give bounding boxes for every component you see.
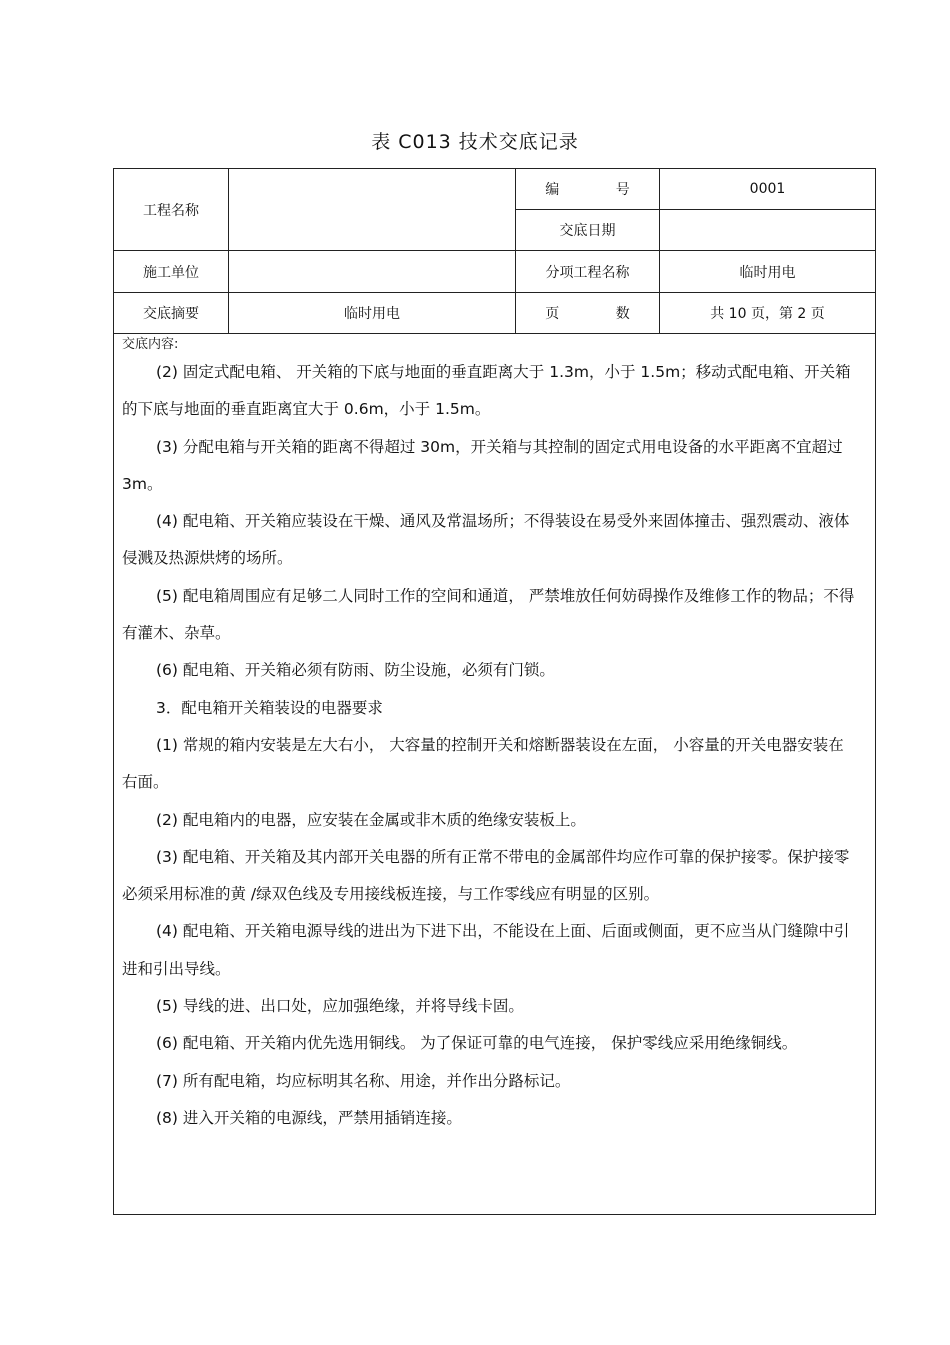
content-paragraph: (6) 配电箱、开关箱必须有防雨、防尘设施，必须有门锁。 — [156, 661, 555, 680]
summary-label: 交底摘要 — [114, 293, 229, 334]
project-name-value — [229, 169, 516, 251]
content-heading: 交底内容: — [122, 337, 179, 352]
content-paragraph: (4) 配电箱、开关箱应装设在干燥、通风及常温场所；不得装设在易受外来固体撞击、强烈震动、液体侵溅及热源烘烤的场所。 — [122, 512, 850, 568]
content-paragraph: (6) 配电箱、开关箱内优先选用铜线。 为了保证可靠的电气连接， 保护零线应采用绝缘铜线。 — [156, 1034, 798, 1053]
pages-label: 页 数 — [516, 293, 660, 334]
briefing-content — [114, 334, 876, 1215]
content-paragraph: (2) 配电箱内的电器，应安装在金属或非木质的绝缘安装板上。 — [156, 810, 586, 829]
content-paragraph: (8) 进入开关箱的电源线，严禁用插销连接。 — [156, 1108, 462, 1127]
sub-project-value: 临时用电 — [660, 251, 876, 293]
content-paragraph: (1) 常规的箱内安装是左大右小， 大容量的控制开关和熔断器装设在左面， 小容量的开关电器安装在右面。 — [122, 735, 844, 792]
content-paragraph: (3) 配电箱、开关箱及其内部开关电器的所有正常不带电的金属部件均应作可靠的保护接零。保护接零必须采用标准的黄 /绿双色线及专用接线板连接，与工作零线应有明显的区别。 — [122, 847, 850, 904]
content-paragraph: (7) 所有配电箱，均应标明其名称、用途，并作出分路标记。 — [156, 1071, 571, 1090]
construction-unit-label: 施工单位 — [114, 251, 229, 293]
date-value — [660, 210, 876, 251]
date-label: 交底日期 — [516, 210, 660, 251]
content-paragraph: (4) 配电箱、开关箱电源导线的进出为下进下出，不能设在上面、后面或侧面，更不应当从门缝隙中引进和引出导线。 — [122, 922, 850, 978]
section-heading: 3．配电箱开关箱装设的电器要求 — [156, 698, 383, 717]
project-name-label: 工程名称 — [114, 169, 229, 251]
construction-unit-value — [229, 251, 516, 293]
summary-value: 临时用电 — [229, 293, 516, 334]
content-paragraph: (5) 配电箱周围应有足够二人同时工作的空间和通道， 严禁堆放任何妨碍操作及维修工作的物品；不得有灌木、杂草。 — [122, 586, 855, 643]
sub-project-label: 分项工程名称 — [516, 251, 660, 293]
pages-value: 共 10 页，第 2 页 — [660, 293, 876, 334]
technical-briefing-table — [113, 168, 876, 1215]
document-title: 表 C013 技术交底记录 — [371, 131, 579, 153]
number-label: 编 号 — [516, 169, 660, 210]
content-paragraph: (5) 导线的进、出口处，应加强绝缘，并将导线卡固。 — [156, 997, 524, 1016]
content-paragraph: (2) 固定式配电箱、 开关箱的下底与地面的垂直距离大于 1.3m，小于 1.5m；移动式配电箱、开关箱的下底与地面的垂直距离宜大于 0.6m，小于 1.5m。 — [122, 363, 851, 419]
number-value: 0001 — [660, 169, 876, 210]
content-paragraph: (3) 分配电箱与开关箱的距离不得超过 30m，开关箱与其控制的固定式用电设备的水平距离不宜超过 3m。 — [122, 437, 843, 493]
